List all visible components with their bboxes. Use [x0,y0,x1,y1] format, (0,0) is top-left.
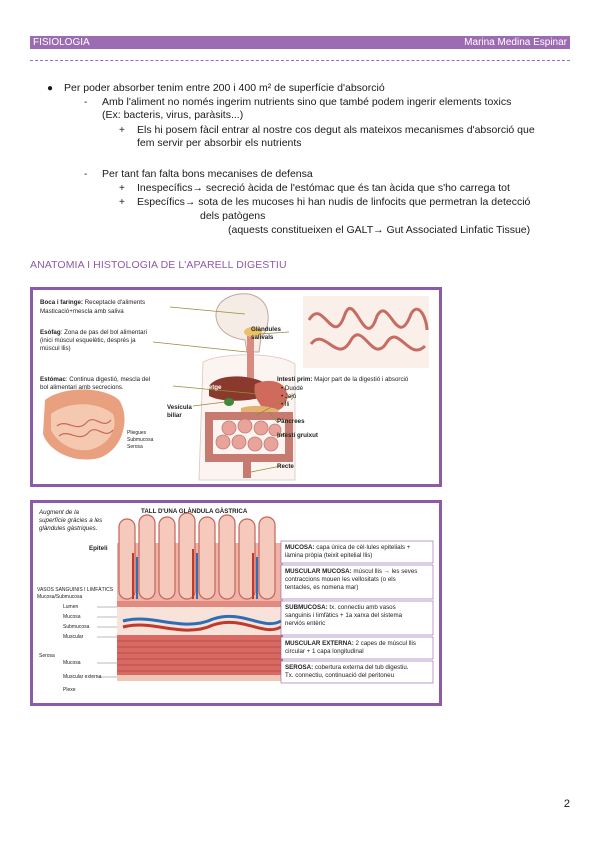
label-boca-desc: Masticació+mescla amb saliva [40,308,124,315]
layer-label-3: Submucosa [63,624,90,630]
layer-label-5: Serosa [39,653,55,659]
plus-icon: + [119,183,125,194]
layer-label-1: Lumen [63,604,79,610]
label-biliar: biliar [167,412,182,419]
bullet-2-2c: (aquests constitueixen el GALT→ Gut Associated Linfatic Tissue) [228,224,531,236]
bullet-dot-icon: ● [47,83,54,94]
bullet-1-1b: (Ex: bacteris, virus, paràsits...) [102,109,244,121]
label-salivals: salivals [251,334,274,341]
label-esofag-desc2: múscul llis) [40,345,71,352]
box-mucosa: MUCOSA: capa única de cèl·lules epitelials + [285,544,411,551]
gastric-gland-figure [30,500,442,706]
label-fetge: Fetge [205,384,222,391]
box-muscular-externa: MUSCULAR EXTERNA: 2 capes de múscul llis [285,640,416,647]
bullet-1-1a: Amb l'aliment no només ingerim nutrients sino que també podem ingerir elements toxics [102,96,512,108]
label-intesti-prim: Intestí prim: Major part de la digestió i absorció [277,376,409,383]
box-submucosa-desc2: nerviós entèric [285,620,326,627]
inset-label-3: Serosa [127,444,143,450]
epiteli-label: Epiteli [89,545,108,552]
bullet-2-2b: dels patògens [200,210,266,222]
page-number: 2 [563,798,570,810]
label-vesicula: Vesícula [167,404,192,411]
box-muscular-mucosa-desc2: tentacles, es nomena mar) [285,584,359,591]
dash-icon: - [84,97,88,108]
figure2-title: TALL D'UNA GLÀNDULA GÀSTRICA [141,508,248,515]
header-divider [30,60,570,61]
bullet-2: Per tant fan falta bons mecanises de defensa [102,168,313,180]
plus-icon: + [119,197,125,208]
box-muscular-mucosa-desc: contraccions mouen les vellositats (o els [285,576,396,583]
vasos-label-2: Mucosa/Submucosa [37,594,83,600]
bullet-1: Per poder absorber tenim entre 200 i 400 m² de superfície d'absorció [64,82,385,94]
label-ili: • Íli [281,401,290,408]
vasos-label-1: VASOS SANGUINIS I LIMFÀTICS [37,587,114,593]
layer-label-7: Muscular externa [63,674,102,680]
box-submucosa-desc: sanguinis i limfàtics + 1a xarxa del sistema [285,612,403,619]
header-subject: FISIOLOGIA [33,37,90,48]
label-esofag: Esòfag: Zona de pas del bol alimentari [40,329,147,336]
aug-label-3: glàndules gàstriques. [39,525,98,532]
label-jeju: • Jejú [281,393,297,400]
label-esofag-desc: (inici múscul esquelètic, després ja [40,337,136,344]
label-intesti-gruixut: Intestí gruixut [277,432,318,439]
box-muscular-externa-desc: circular + 1 capa longitudinal [285,648,364,655]
layer-label-4: Muscular [63,634,84,640]
inset-label-1: Pliegues [127,430,147,436]
box-serosa: SEROSA: cobertura externa del tub digestiu. [285,664,409,671]
label-estomac-desc: bol alimentari amb secrecions. [40,384,124,391]
aug-label-2: superfície gràcies a les [39,517,103,524]
box-muscular-mucosa: MUSCULAR MUCOSA: múscul llis → les seves [285,568,418,575]
label-estomac: Estómac: Continua digestió, mescla del [40,376,151,383]
bullet-1-1-1b: fem servir per absorbir els nutrients [137,137,302,149]
layer-label-2: Mucosa [63,614,81,620]
plus-icon: + [119,125,125,136]
bullet-2-1: Inespecífics→ secreció àcida de l'estómac que és tan àcida que s'ho carrega tot [137,182,510,194]
bullet-1-1-1a: Els hi posem fàcil entrar al nostre cos degut als mateixos mecanismes d'absorció que [137,124,535,136]
inset-label-2: Submucosa [127,437,154,443]
anatomy-figure [30,287,442,487]
label-duode: • Duodè [281,385,304,392]
layer-label-6: Mucosa [63,660,81,666]
label-boca: Boca i faringe: Receptacle d'aliments [40,299,146,306]
label-glandules: Glàndules [251,326,281,333]
label-pancrees: Pàncrees [277,418,305,425]
box-mucosa-desc: làmina pròpia (teixit epitelial llis) [285,552,373,559]
header-author: Marina Medina Espinar [464,37,567,48]
aug-label-1: Augment de la [39,509,79,516]
section-title: ANATOMIA I HISTOLOGIA DE L'APARELL DIGESTIU [30,259,287,271]
box-submucosa: SUBMUCOSA: tx. connectiu amb vasos [285,604,396,611]
layer-label-8: Plexe [63,687,76,693]
box-serosa-desc: Tx. connectiu, continuació del peritoneu [285,672,395,679]
label-recte: Recte [277,463,294,470]
page-header [30,36,570,49]
bullet-2-2a: Específics→ sota de les mucoses hi han nudis de linfocits que permetran la detecció [137,196,531,208]
dash-icon: - [84,169,88,180]
